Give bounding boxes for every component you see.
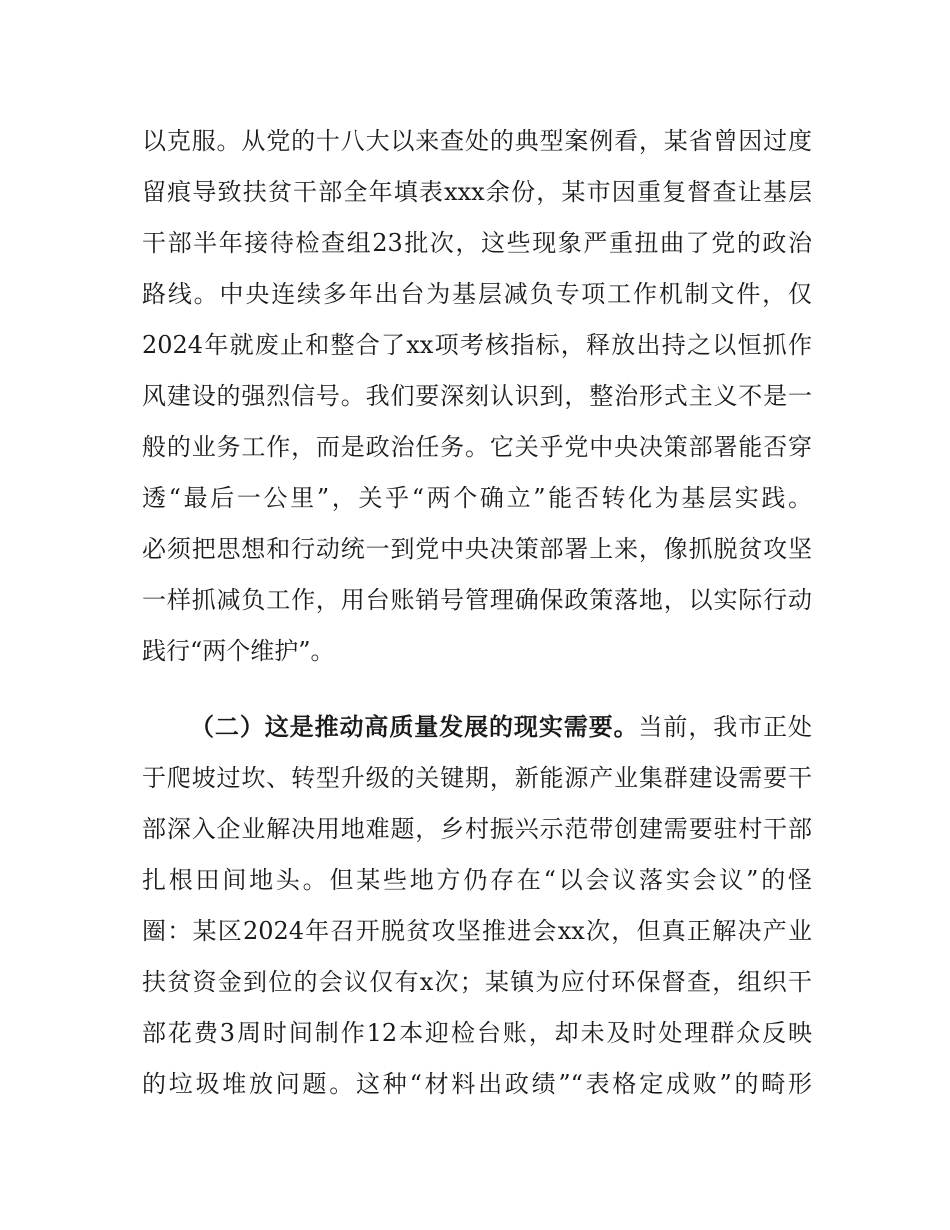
- paragraph-2-line: 扎根田间地头。但某些地方仍存在“以会议落实会议”的怪: [142, 866, 812, 894]
- paragraph-2-line: 于爬坡过坎、转型升级的关键期，新能源产业集群建设需要干: [142, 764, 812, 792]
- paragraph-1-line: 透“最后一公里”，关乎“两个确立”能否转化为基层实践。: [142, 484, 812, 512]
- paragraph-1-line: 干部半年接待检查组23批次，这些现象严重扭曲了党的政治: [142, 229, 812, 257]
- paragraph-2-line: 圈：某区2024年召开脱贫攻坚推进会xx次，但真正解决产业: [142, 917, 812, 945]
- paragraph-1-line: 留痕导致扶贫干部全年填表xxx余份，某市因重复督查让基层: [142, 178, 812, 206]
- paragraph-1-line: 以克服。从党的十八大以来查处的典型案例看，某省曾因过度: [142, 127, 812, 155]
- paragraph-1-line: 必须把思想和行动统一到党中央决策部署上来，像抓脱贫攻坚: [142, 535, 812, 563]
- paragraph-1-last-line: 践行“两个维护”。: [142, 637, 335, 665]
- paragraph-1-line: 路线。中央连续多年出台为基层减负专项工作机制文件，仅: [142, 280, 812, 308]
- paragraph-1-line: 一样抓减负工作，用台账销号管理确保政策落地，以实际行动: [142, 586, 812, 614]
- paragraph-1-line: 风建设的强烈信号。我们要深刻认识到，整治形式主义不是一: [142, 382, 812, 410]
- paragraph-2-first-line: [190, 707, 812, 747]
- paragraph-2-line: 部深入企业解决用地难题，乡村振兴示范带创建需要驻村干部: [142, 815, 812, 843]
- paragraph-1-line: 般的业务工作，而是政治任务。它关乎党中央决策部署能否穿: [142, 433, 812, 461]
- paragraph-2-line: 部花费3周时间制作12本迎检台账，却未及时处理群众反映: [142, 1019, 812, 1047]
- paragraph-2-line: 扶贫资金到位的会议仅有x次；某镇为应付环保督查，组织干: [142, 968, 812, 996]
- paragraph-2-first-line-text: 当前，我市正处: [638, 713, 812, 741]
- section-heading: （二）这是推动高质量发展的现实需要。: [190, 712, 639, 741]
- paragraph-1-line: 2024年就废止和整合了xx项考核指标，释放出持之以恒抓作: [142, 331, 812, 359]
- paragraph-2-line: 的垃圾堆放问题。这种“材料出政绩”“表格定成败”的畸形: [142, 1070, 812, 1098]
